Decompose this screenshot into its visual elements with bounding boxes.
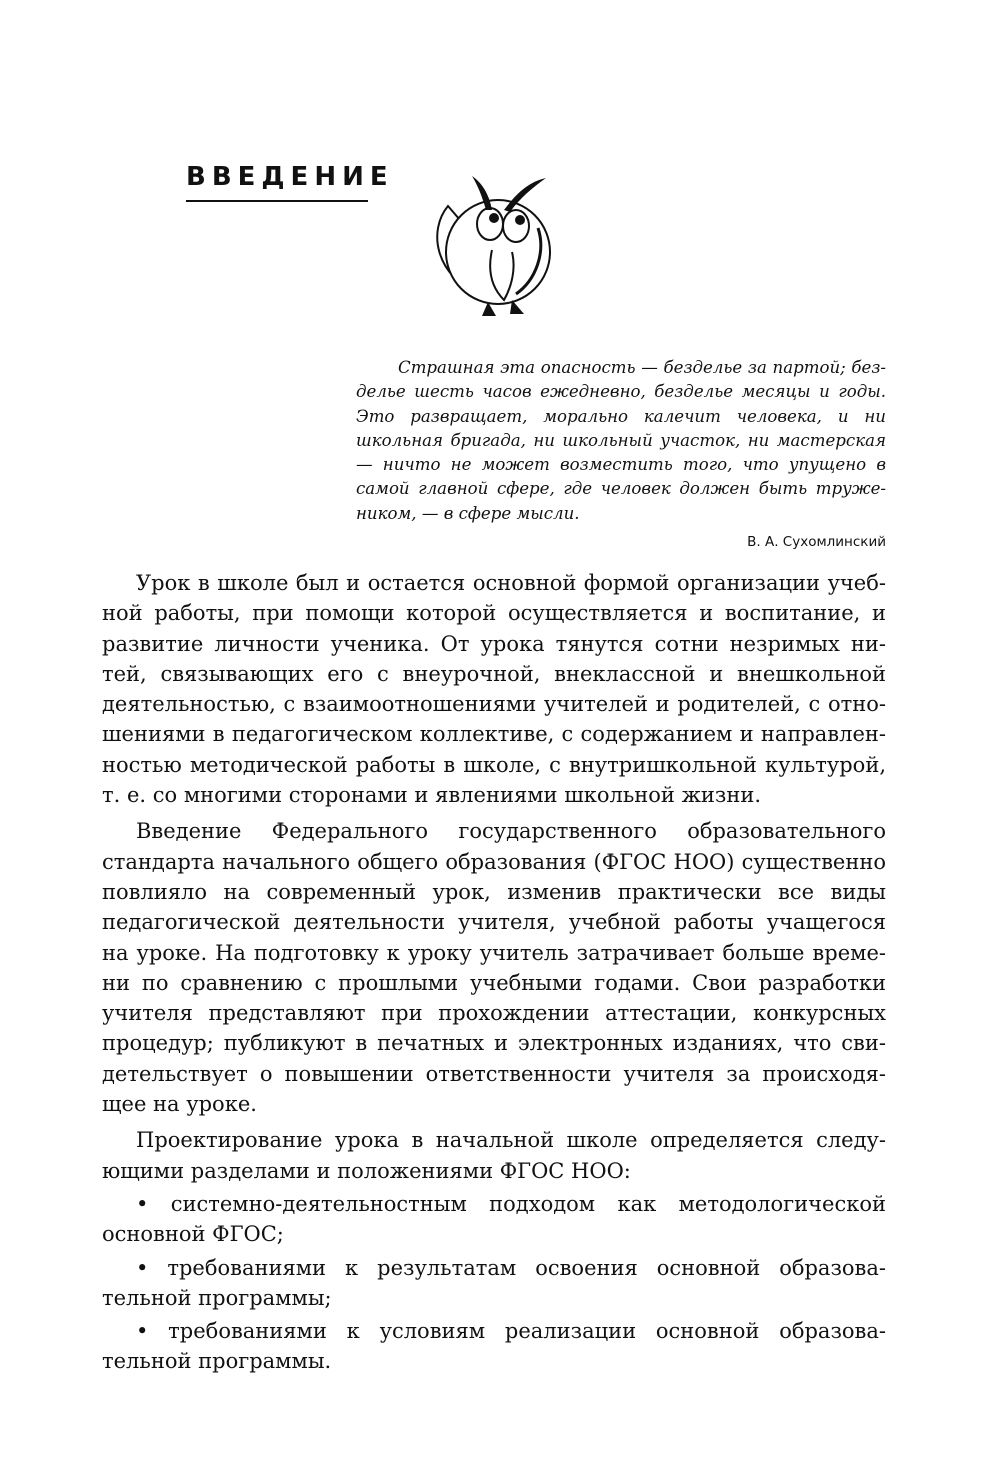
epigraph-author: В. А. Сухомлинский xyxy=(747,534,886,551)
section-title: ВВЕДЕНИЕ xyxy=(186,162,394,192)
list-item: • системно-деятельностным подходом как методологической основной ФГОС; xyxy=(102,1191,886,1247)
paragraph: Введение Федерального государственного образовательного стандарта начального общего образования (ФГОС НОО) существенно повлияло на современный урок, изменив практически все виды педагогической деятельности учителя, учебной работы учащегося на уроке. На подготовку к уроку учитель затрачивает больше времени по сравнению с прошлыми учебными годами. Свои разработки учителя представляют при прохождении аттестации, конкурсных процедур; публикуют в печатных и электронных изданиях, что свидетельствует о повышении ответственности учителя за происходящее на уроке. xyxy=(102,819,886,1117)
owl-illustration xyxy=(420,168,560,318)
paragraph: Проектирование урока в начальной школе определяется следующими разделами и положениями ФГОС НОО: xyxy=(102,1128,886,1183)
epigraph-quote: Страшная эта опасность — безделье за партой; безделье шесть часов ежедневно, безделье месяцы и годы. Это развращает, морально калечит человека, и ни школьная бригада, ни школьный участок, ни мастерская — ничто не может возместить того, что упущено в самой главной сфере, где человек должен быть тружеником, — в сфере мысли. xyxy=(356,358,886,523)
title-underline xyxy=(186,200,368,202)
list-item: • требованиями к условиям реализации основной образовательной программы. xyxy=(102,1319,886,1374)
paragraph: Урок в школе был и остается основной формой организации учебной работы, при помощи которой осуществляется и воспитание, и развитие личности ученика. От урока тянутся сотни незримых нитей, связывающих его с внеурочной, внеклассной и внешкольной деятельностью, с взаимоотношениями учителей и родителей, с отношениями в педагогическом коллективе, с содержанием и направленностью методической работы в школе, с внутришкольной культурой, т. е. со многими сторонами и явлениями школьной жизни. xyxy=(102,571,886,808)
list-item: • требованиями к результатам освоения основной образовательной программы; xyxy=(102,1255,886,1310)
epigraph xyxy=(356,356,886,550)
main-text xyxy=(102,568,886,1377)
